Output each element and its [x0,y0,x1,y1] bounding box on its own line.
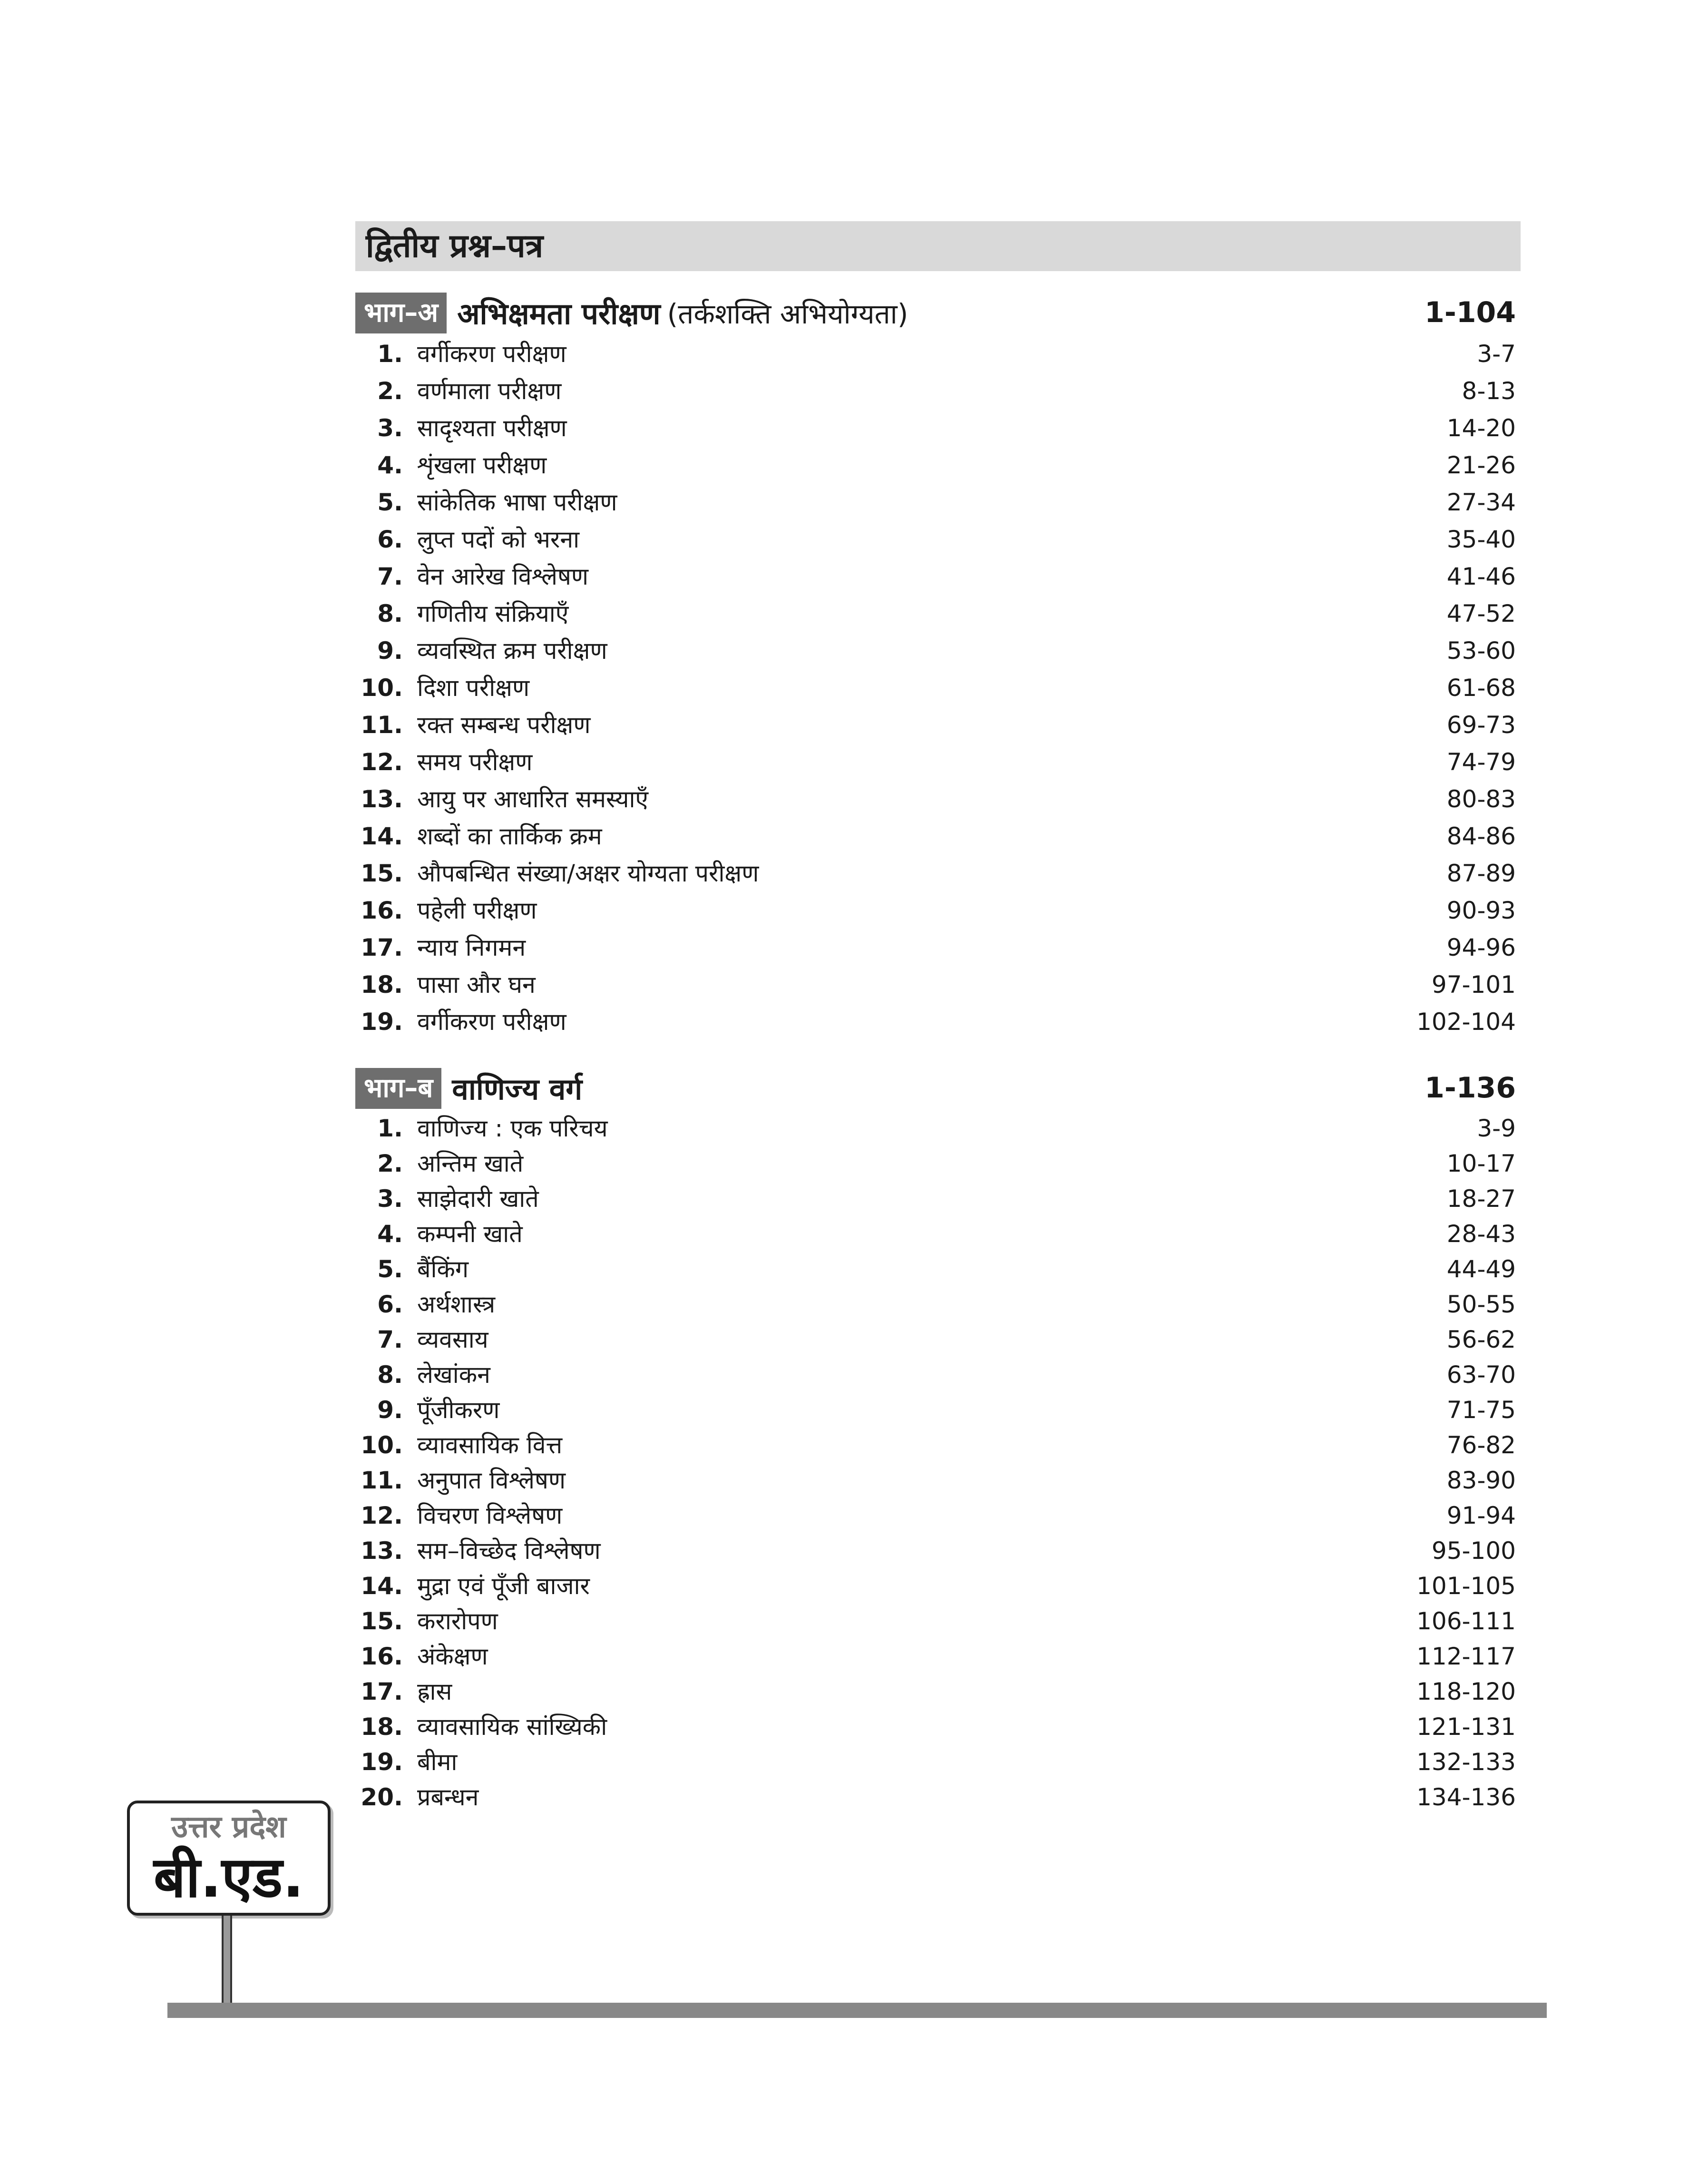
chapter-number: 12. [361,1502,403,1529]
chapter-number: 16. [361,897,403,924]
toc-entry [355,410,1521,447]
chapter-number: 17. [361,1678,403,1705]
chapter-pages: 97-101 [1431,971,1516,999]
chapter-title: सम–विच्छेद विश्लेषण [417,1537,601,1565]
toc-entry [355,558,1521,595]
chapter-pages: 63-70 [1446,1361,1516,1389]
chapter-pages: 83-90 [1446,1467,1516,1494]
chapter-title: अन्तिम खाते [417,1150,524,1177]
chapter-number: 17. [361,934,403,961]
chapter-number: 11. [361,711,403,739]
logo-bottom-text: बी.एड. [154,1844,304,1910]
chapter-title: ह्रास [417,1678,452,1705]
chapter-pages: 94-96 [1446,934,1516,961]
chapter-number: 8. [377,600,403,627]
chapter-title: बैंकिंग [417,1255,469,1283]
toc-entry [355,1568,1521,1604]
toc-entry [355,669,1521,706]
chapter-pages: 50-55 [1446,1291,1516,1318]
part-a-title: अभिक्षमता परीक्षण [457,296,661,331]
chapter-pages: 112-117 [1416,1643,1516,1670]
chapter-number: 15. [361,860,403,887]
toc-entry [355,1498,1521,1533]
chapter-title: साझेदारी खाते [417,1185,539,1213]
chapter-number: 18. [361,1713,403,1741]
chapter-pages: 121-131 [1416,1713,1516,1741]
toc-entry [355,372,1521,410]
chapter-number: 4. [377,1220,403,1248]
chapter-title: वाणिज्य : एक परिचय [417,1115,608,1142]
chapter-number: 2. [377,1150,403,1177]
chapter-title: मुद्रा एवं पूँजी बाजार [417,1572,590,1600]
chapter-number: 5. [377,489,403,516]
toc-entry [355,855,1521,892]
chapter-title: लुप्त पदों को भरना [417,526,580,553]
toc-entry [355,632,1521,669]
toc-entry [355,1216,1521,1252]
toc-entry [355,1533,1521,1568]
chapter-number: 5. [377,1255,403,1283]
chapter-number: 10. [361,1431,403,1459]
toc-entry [355,1287,1521,1322]
chapter-pages: 10-17 [1446,1150,1516,1177]
chapter-pages: 8-13 [1462,377,1516,405]
part-b-header [355,1066,1521,1111]
chapter-title: करारोपण [417,1607,498,1635]
chapter-title: व्यवसाय [417,1326,488,1353]
toc-entry [355,1428,1521,1463]
chapter-title: पहेली परीक्षण [417,897,537,924]
part-a-section [355,290,1521,1040]
chapter-pages: 106-111 [1416,1607,1516,1635]
chapter-title: विचरण विश्लेषण [417,1502,563,1529]
toc-entry [355,929,1521,966]
toc-entry [355,1392,1521,1428]
toc-entry [355,1604,1521,1639]
chapter-title: रक्त सम्बन्ध परीक्षण [417,711,591,739]
chapter-pages: 41-46 [1446,563,1516,590]
chapter-number: 14. [361,822,403,850]
chapter-pages: 90-93 [1446,897,1516,924]
chapter-pages: 76-82 [1446,1431,1516,1459]
chapter-title: व्यवस्थित क्रम परीक्षण [417,637,607,665]
toc-entry [355,484,1521,521]
chapter-title: औपबन्धित संख्या/अक्षर योग्यता परीक्षण [417,860,759,887]
part-a-subtitle: (तर्कशक्ति अभियोग्यता) [667,298,908,330]
chapter-pages: 84-86 [1446,822,1516,850]
chapter-number: 20. [361,1783,403,1811]
part-a-page-range: 1-104 [1425,296,1516,329]
chapter-pages: 134-136 [1416,1783,1516,1811]
toc-entry [355,1463,1521,1498]
chapter-title: पूँजीकरण [417,1396,500,1424]
chapter-pages: 47-52 [1446,600,1516,627]
chapter-title: शृंखला परीक्षण [417,451,547,479]
chapter-pages: 91-94 [1446,1502,1516,1529]
chapter-title: कम्पनी खाते [417,1220,523,1248]
chapter-pages: 53-60 [1446,637,1516,665]
part-b-section [355,1066,1521,1815]
chapter-title: अंकेक्षण [417,1643,488,1670]
part-a-header [355,290,1521,335]
chapter-number: 3. [377,414,403,442]
chapter-title: वर्णमाला परीक्षण [417,377,562,405]
chapter-number: 19. [361,1748,403,1776]
logo-top-text: उत्तर प्रदेश [171,1810,286,1845]
chapter-pages: 101-105 [1416,1572,1516,1600]
chapter-number: 16. [361,1643,403,1670]
toc-entry [355,966,1521,1003]
toc-entry [355,1146,1521,1181]
chapter-pages: 18-27 [1446,1185,1516,1213]
footer-rule [167,2003,1547,2018]
toc-entry [355,1003,1521,1040]
chapter-number: 6. [377,1291,403,1318]
chapter-number: 1. [377,1115,403,1142]
chapter-title: लेखांकन [417,1361,490,1389]
chapter-number: 14. [361,1572,403,1600]
toc-entry [355,1111,1521,1146]
toc-entry [355,1744,1521,1780]
part-b-page-range: 1-136 [1425,1071,1516,1105]
chapter-pages: 27-34 [1446,489,1516,516]
toc-entry [355,595,1521,632]
chapter-title: समय परीक्षण [417,748,533,776]
chapter-number: 7. [377,563,403,590]
chapter-title: वर्गीकरण परीक्षण [417,340,566,368]
chapter-number: 1. [377,340,403,368]
chapter-title: अर्थशास्त्र [417,1291,496,1318]
chapter-number: 9. [377,1396,403,1424]
chapter-pages: 61-68 [1446,674,1516,702]
chapter-title: सादृश्यता परीक्षण [417,414,567,442]
toc-entry [355,818,1521,855]
chapter-pages: 14-20 [1446,414,1516,442]
chapter-title: वर्गीकरण परीक्षण [417,1008,566,1036]
part-b-title: वाणिज्य वर्ग [452,1071,583,1106]
toc-entry [355,1252,1521,1287]
chapter-pages: 69-73 [1446,711,1516,739]
chapter-pages: 102-104 [1416,1008,1516,1036]
toc-entry [355,892,1521,929]
chapter-title: पासा और घन [417,971,536,999]
chapter-title: आयु पर आधारित समस्याएँ [417,785,649,813]
toc-entry [355,706,1521,744]
chapter-title: दिशा परीक्षण [417,674,530,702]
toc-entry [355,1322,1521,1357]
chapter-title: न्याय निगमन [417,934,526,961]
chapter-pages: 44-49 [1446,1255,1516,1283]
chapter-number: 8. [377,1361,403,1389]
chapter-pages: 35-40 [1446,526,1516,553]
chapter-pages: 87-89 [1446,860,1516,887]
toc-entry [355,1639,1521,1674]
chapter-title: अनुपात विश्लेषण [417,1467,566,1494]
chapter-pages: 3-9 [1477,1115,1516,1142]
chapter-title: वेन आरेख विश्लेषण [417,563,589,590]
toc-entry [355,1674,1521,1709]
chapter-title: सांकेतिक भाषा परीक्षण [417,489,617,516]
chapter-title: गणितीय संक्रियाएँ [417,600,569,627]
chapter-pages: 132-133 [1416,1748,1516,1776]
chapter-number: 7. [377,1326,403,1353]
chapter-number: 9. [377,637,403,665]
chapter-number: 3. [377,1185,403,1213]
chapter-pages: 80-83 [1446,785,1516,813]
chapter-title: व्यावसायिक वित्त [417,1431,563,1459]
part-b-tag: भाग–ब [355,1068,441,1109]
toc-entry [355,1709,1521,1744]
chapter-number: 19. [361,1008,403,1036]
chapter-pages: 21-26 [1446,451,1516,479]
chapter-number: 2. [377,377,403,405]
chapter-pages: 74-79 [1446,748,1516,776]
toc-entry [355,335,1521,372]
chapter-pages: 3-7 [1477,340,1516,368]
chapter-pages: 118-120 [1416,1678,1516,1705]
toc-entry [355,447,1521,484]
chapter-number: 4. [377,451,403,479]
toc-entry [355,1780,1521,1815]
logo-sign-pole [222,1916,232,2011]
chapter-number: 13. [361,1537,403,1565]
toc-entry [355,781,1521,818]
chapter-pages: 95-100 [1431,1537,1516,1565]
chapter-title: प्रबन्धन [417,1783,479,1811]
part-a-chapter-list [355,335,1521,1040]
toc-entry [355,1181,1521,1216]
part-b-chapter-list [355,1111,1521,1815]
chapter-title: व्यावसायिक सांख्यिकी [417,1713,607,1741]
toc-entry [355,521,1521,558]
chapter-number: 13. [361,785,403,813]
toc-entry [355,744,1521,781]
chapter-title: बीमा [417,1748,458,1776]
paper-title: द्वितीय प्रश्न–पत्र [355,221,1521,271]
chapter-number: 18. [361,971,403,999]
chapter-title: शब्दों का तार्किक क्रम [417,822,602,850]
part-a-tag: भाग–अ [355,293,447,333]
chapter-pages: 28-43 [1446,1220,1516,1248]
chapter-number: 15. [361,1607,403,1635]
chapter-number: 11. [361,1467,403,1494]
chapter-number: 6. [377,526,403,553]
chapter-number: 12. [361,748,403,776]
chapter-number: 10. [361,674,403,702]
up-bed-logo-sign [127,1801,331,1916]
chapter-pages: 71-75 [1446,1396,1516,1424]
chapter-pages: 56-62 [1446,1326,1516,1353]
toc-entry [355,1357,1521,1392]
